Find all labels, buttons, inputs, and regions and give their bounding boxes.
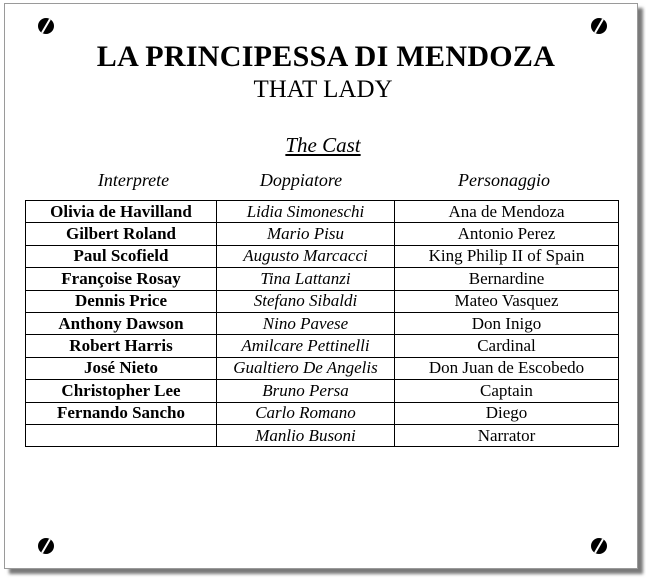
column-header-actor: Interprete — [97, 170, 170, 190]
character-cell: Ana de Mendoza — [395, 201, 619, 223]
character-cell: Cardinal — [395, 335, 619, 357]
actor-cell: Christopher Lee — [26, 380, 217, 402]
column-header-character: Personaggio — [458, 170, 550, 190]
top-right-screw-icon — [591, 18, 607, 34]
dubber-cell: Augusto Marcacci — [217, 245, 395, 267]
actor-cell: Paul Scofield — [26, 245, 217, 267]
character-cell: Bernardine — [395, 268, 619, 290]
bottom-right-screw-icon — [591, 538, 607, 554]
actor-cell: Françoise Rosay — [26, 268, 217, 290]
dubber-cell: Tina Lattanzi — [217, 268, 395, 290]
actor-cell: Anthony Dawson — [26, 312, 217, 334]
character-cell: Narrator — [395, 424, 619, 446]
table-row — [26, 268, 619, 290]
cast-heading: The Cast — [285, 133, 361, 157]
top-left-screw-icon — [38, 18, 54, 34]
table-row — [26, 312, 619, 334]
dubber-cell: Gualtiero De Angelis — [217, 357, 395, 379]
page-title: LA PRINCIPESSA DI MENDOZA — [96, 40, 556, 73]
cast-table — [25, 200, 619, 447]
table-row — [26, 223, 619, 245]
actor-cell: Fernando Sancho — [26, 402, 217, 424]
dubber-cell: Bruno Persa — [217, 380, 395, 402]
table-row — [26, 380, 619, 402]
column-header-dubber: Doppiatore — [259, 170, 343, 190]
dubber-cell: Carlo Romano — [217, 402, 395, 424]
character-cell: Diego — [395, 402, 619, 424]
actor-cell: Robert Harris — [26, 335, 217, 357]
cast-plaque — [4, 3, 638, 569]
actor-cell — [26, 424, 217, 446]
table-row — [26, 335, 619, 357]
table-row — [26, 201, 619, 223]
table-row — [26, 290, 619, 312]
character-cell: Mateo Vasquez — [395, 290, 619, 312]
table-row — [26, 402, 619, 424]
actor-cell: Gilbert Roland — [26, 223, 217, 245]
character-cell: Captain — [395, 380, 619, 402]
bottom-left-screw-icon — [38, 538, 54, 554]
table-row — [26, 357, 619, 379]
actor-cell: José Nieto — [26, 357, 217, 379]
character-cell: Don Juan de Escobedo — [395, 357, 619, 379]
actor-cell: Dennis Price — [26, 290, 217, 312]
dubber-cell: Mario Pisu — [217, 223, 395, 245]
dubber-cell: Manlio Busoni — [217, 424, 395, 446]
character-cell: Antonio Perez — [395, 223, 619, 245]
dubber-cell: Stefano Sibaldi — [217, 290, 395, 312]
character-cell: Don Inigo — [395, 312, 619, 334]
actor-cell: Olivia de Havilland — [26, 201, 217, 223]
character-cell: King Philip II of Spain — [395, 245, 619, 267]
table-row — [26, 424, 619, 446]
page-subtitle: THAT LADY — [253, 76, 393, 103]
table-row — [26, 245, 619, 267]
dubber-cell: Amilcare Pettinelli — [217, 335, 395, 357]
dubber-cell: Lidia Simoneschi — [217, 201, 395, 223]
dubber-cell: Nino Pavese — [217, 312, 395, 334]
